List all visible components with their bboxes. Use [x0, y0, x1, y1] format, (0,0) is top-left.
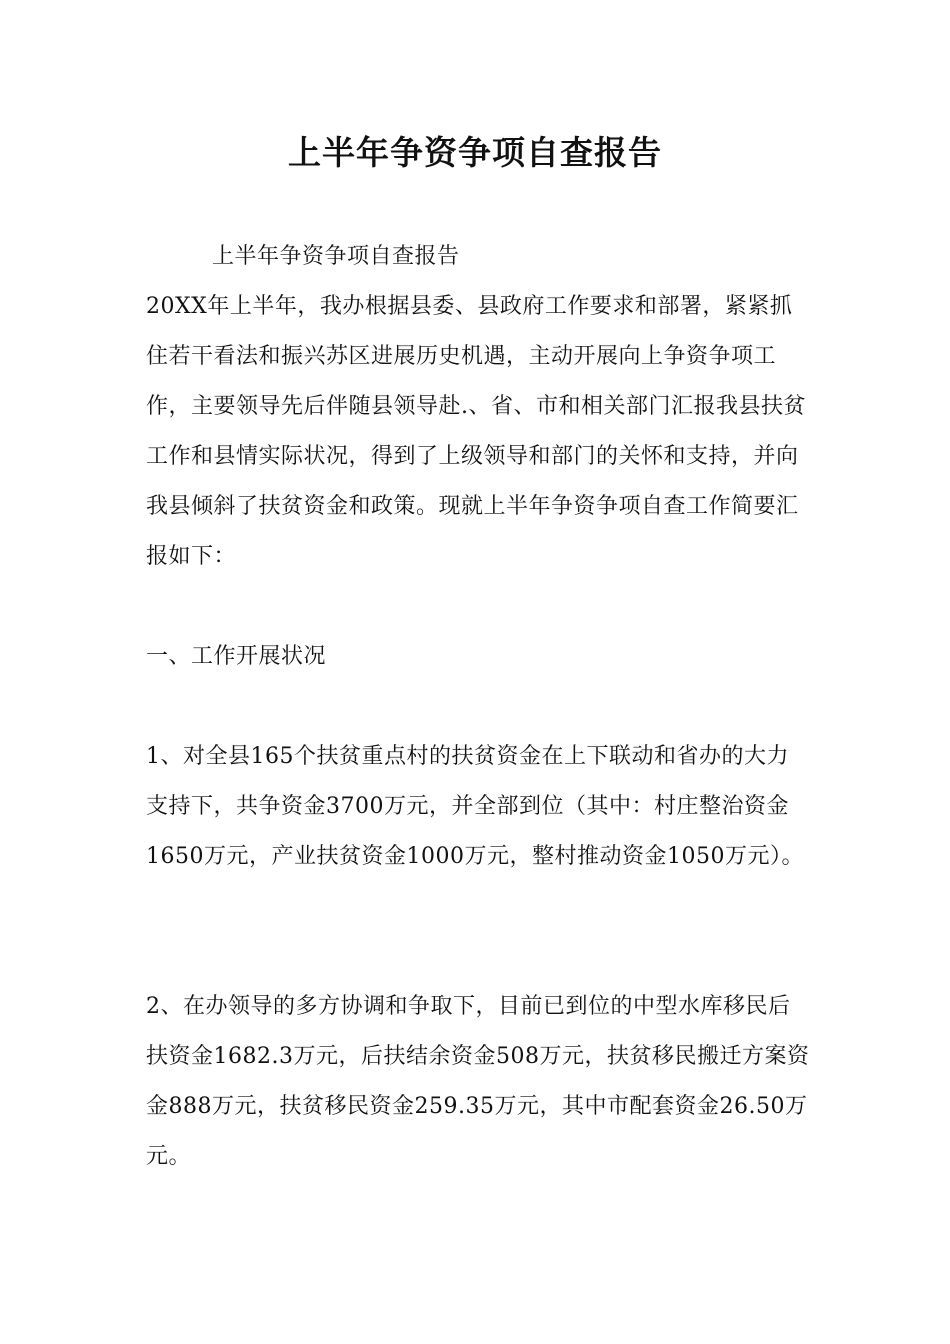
document-title: 上半年争资争项自查报告: [288, 133, 662, 172]
document-subtitle: 上半年争资争项自查报告: [212, 244, 460, 269]
list-item-1: 1、对全县165个扶贫重点村的扶贫资金在上下联动和省办的大力支持下，共争资金3700万元，并全部到位（其中：村庄整治资金1650万元，产业扶贫资金1000万元，整村推动资金1050万元）。: [146, 744, 804, 869]
intro-paragraph: 20XX年上半年，我办根据县委、县政府工作要求和部署，紧紧抓住若干看法和振兴苏区进展历史机遇，主动开展向上争资争项工作，主要领导先后伴随县领导赴.、省、市和相关部门汇报我县扶贫工作和县情实际状况，得到了上级领导和部门的关怀和支持，并向我县倾斜了扶贫资金和政策。现就上半年争资争项自查工作简要汇报如下：: [146, 294, 806, 569]
list-item-2: 2、在办领导的多方协调和争取下，目前已到位的中型水库移民后扶资金1682.3万元，后扶结余资金508万元，扶贫移民搬迁方案资金888万元，扶贫移民资金259.35万元，其中市配套资金26.50万元。: [146, 994, 810, 1169]
section-heading: 一、工作开展状况: [146, 644, 327, 669]
